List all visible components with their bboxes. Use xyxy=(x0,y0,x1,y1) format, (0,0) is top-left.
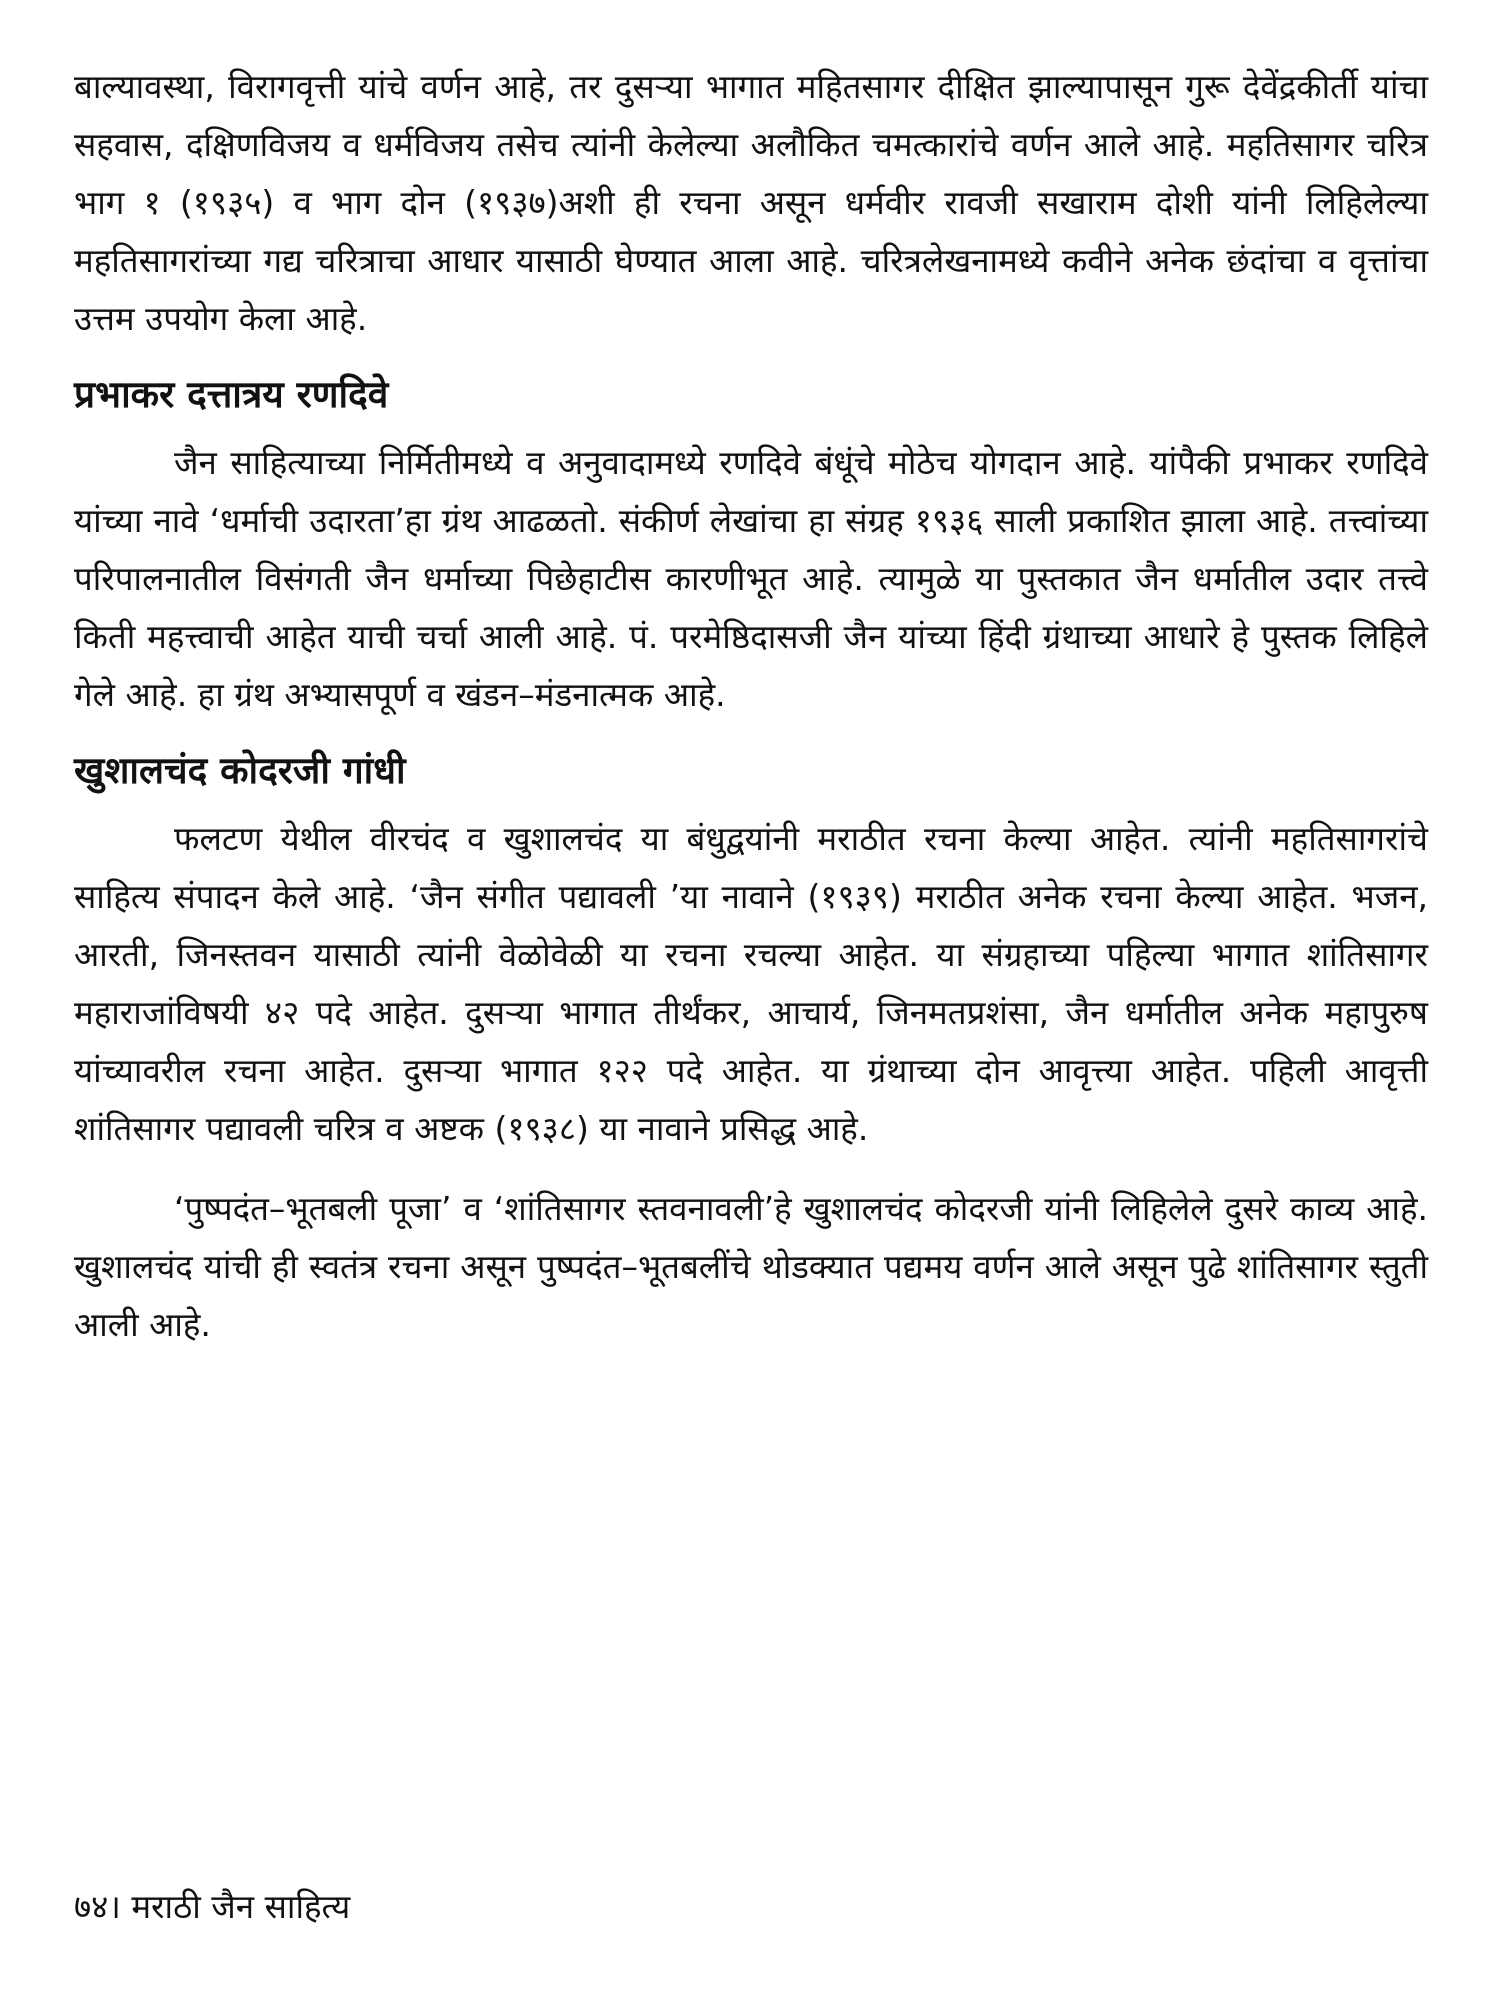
paragraph-pushpadant-puja: ‘पुष्पदंत–भूतबली पूजा’ व ‘शांतिसागर स्तवनावली’हे खुशालचंद कोदरजी यांनी लिहिलेले दुसरे काव्य आहे. खुशालचंद यांची ही स्वतंत्र रचना असून पुष्पदंत–भूतबलींचे थोडक्यात पद्यमय वर्णन आले असून पुढे शांतिसागर स्तुती आली आहे. xyxy=(74,1189,1428,1344)
heading-prabhakar-randive: प्रभाकर दत्तात्रय रणदिवे xyxy=(74,373,389,416)
heading-khushalchand-gandhi: खुशालचंद कोदरजी गांधी xyxy=(74,749,406,792)
paragraph-randive-contribution: जैन साहित्याच्या निर्मितीमध्ये व अनुवादामध्ये रणदिवे बंधूंचे मोठेच योगदान आहे. यांपैकी प्रभाकर रणदिवे यांच्या नावे ‘धर्माची उदारता’हा ग्रंथ आढळतो. संकीर्ण लेखांचा हा संग्रह १९३६ साली प्रकाशित झाला आहे. तत्त्वांच्या परिपालनातील विसंगती जैन धर्माच्या पिछेहाटीस कारणीभूत आहे. त्यामुळे या पुस्तकात जैन धर्मातील उदार तत्त्वे किती महत्त्वाची आहेत याची चर्चा आली आहे. पं. परमेष्ठिदासजी जैन यांच्या हिंदी ग्रंथाच्या आधारे हे पुस्तक लिहिले गेले आहे. हा ग्रंथ अभ्यासपूर्ण व खंडन–मंडनात्मक आहे. xyxy=(74,443,1428,714)
paragraph-khushalchand-works: फलटण येथील वीरचंद व खुशालचंद या बंधुद्वयांनी मराठीत रचना केल्या आहेत. त्यांनी महतिसागरांचे साहित्य संपादन केले आहे. ‘जैन संगीत पद्यावली ’या नावाने (१९३९) मराठीत अनेक रचना केल्या आहेत. भजन, आरती, जिनस्तवन यासाठी त्यांनी वेळोवेळी या रचना रचल्या आहेत. या संग्रहाच्या पहिल्या भागात शांतिसागर महाराजांविषयी ४२ पदे आहेत. दुसऱ्या भागात तीर्थंकर, आचार्य, जिनमतप्रशंसा, जैन धर्मातील अनेक महापुरुष यांच्यावरील रचना आहेत. दुसऱ्या भागात १२२ पदे आहेत. या ग्रंथाच्या दोन आवृत्त्या आहेत. पहिली आवृत्ती शांतिसागर पद्यावली चरित्र व अष्टक (१९३८) या नावाने प्रसिद्ध आहे. xyxy=(74,819,1428,1148)
paragraph-mahatisagar-charitra: बाल्यावस्था, विरागवृत्ती यांचे वर्णन आहे, तर दुसऱ्या भागात महितसागर दीक्षित झाल्यापासून गुरू देवेंद्रकीर्ती यांचा सहवास, दक्षिणविजय व धर्मविजय तसेच त्यांनी केलेल्या अलौकित चमत्कारांचे वर्णन आले आहे. महतिसागर चरित्र भाग १ (१९३५) व भाग दोन (१९३७)अशी ही रचना असून धर्मवीर रावजी सखाराम दोशी यांनी लिहिलेल्या महतिसागरांच्या गद्य चरित्राचा आधार यासाठी घेण्यात आला आहे. चरित्रलेखनामध्ये कवीने अनेक छंदांचा व वृत्तांचा उत्तम उपयोग केला आहे. xyxy=(74,67,1428,338)
page-footer: ७४। मराठी जैन साहित्य xyxy=(74,1887,351,1926)
